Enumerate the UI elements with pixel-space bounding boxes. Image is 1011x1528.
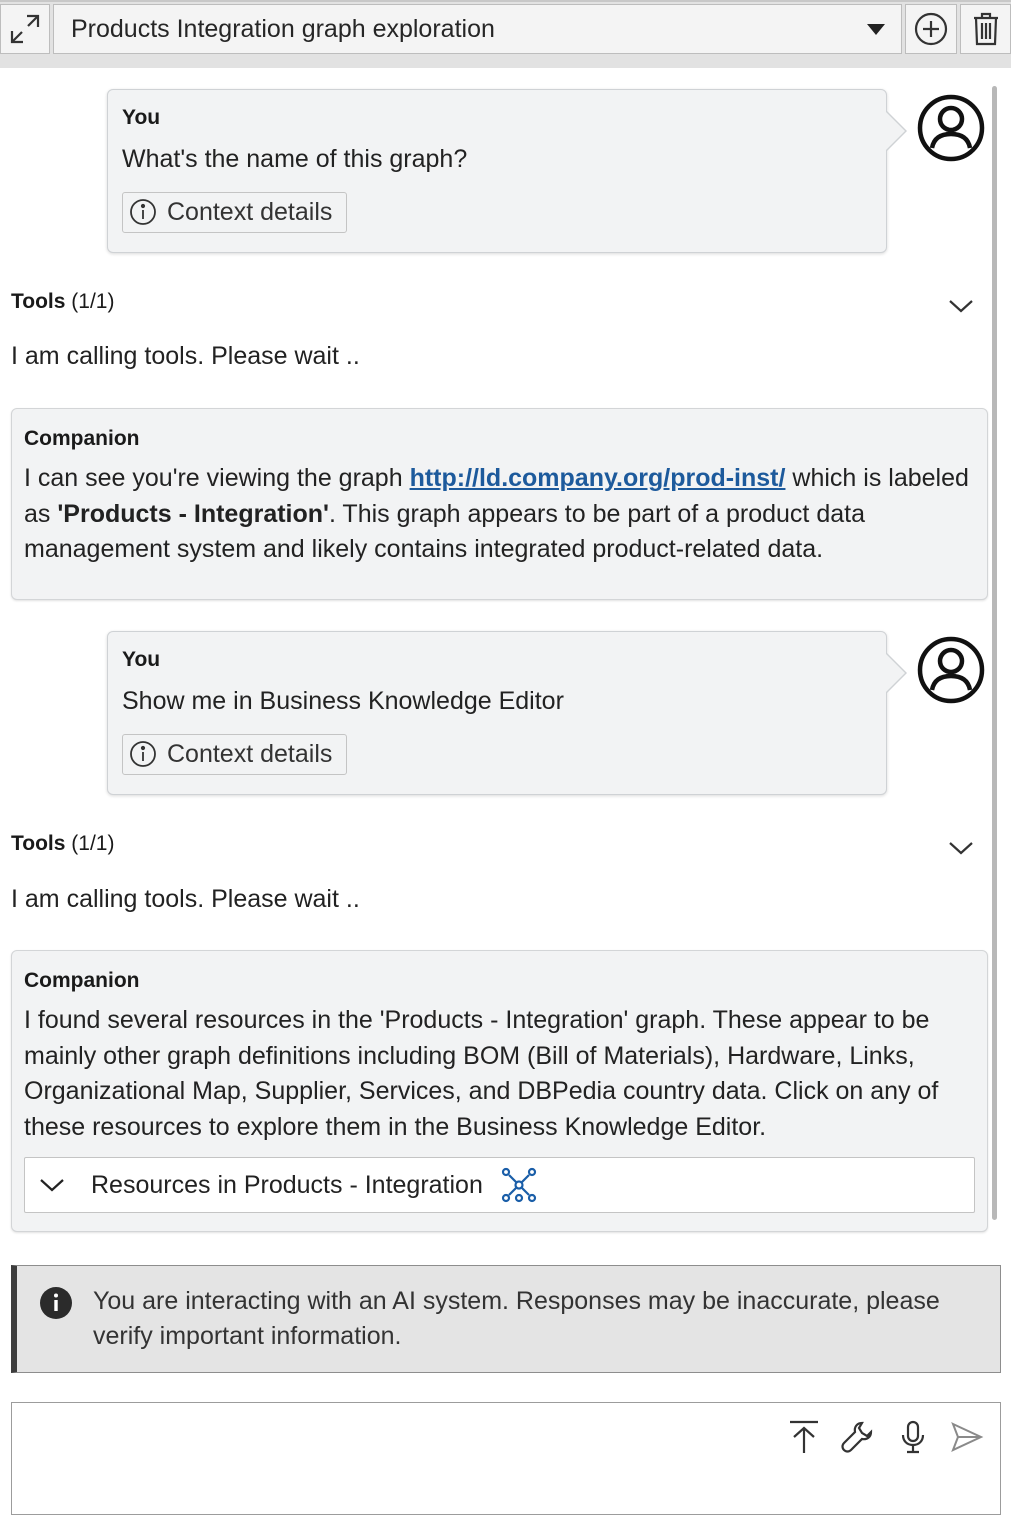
message-text: Show me in Business Knowledge Editor xyxy=(122,687,564,715)
message-text: I found several resources in the 'Products - Integration' graph. These appear to be mainly other graph definitions including BOM (Bill of Materials), Hardware, Links, Organizational Map, Supplier, Services, and DBPedia country data. Click on any of these resources to explore them in the Business Knowledge Editor. xyxy=(24,1006,939,1141)
tools-toggle[interactable] xyxy=(11,290,986,320)
resources-panel-toggle[interactable] xyxy=(24,1157,975,1213)
tools-label: Tools (1/1) xyxy=(11,832,115,855)
tools-button[interactable] xyxy=(838,1417,878,1457)
user-message xyxy=(107,89,887,253)
tools-status: I am calling tools. Please wait .. xyxy=(11,342,360,370)
new-conversation-button[interactable] xyxy=(905,4,957,54)
chevron-down-icon xyxy=(867,24,885,35)
conversation-title: Products Integration graph exploration xyxy=(71,14,495,43)
chevron-down-icon xyxy=(948,840,974,856)
message-author: You xyxy=(122,106,161,129)
message-author: You xyxy=(122,648,161,671)
info-filled-icon xyxy=(39,1286,73,1320)
message-text: What's the name of this graph? xyxy=(122,145,468,173)
delete-conversation-button[interactable] xyxy=(960,4,1011,54)
companion-message xyxy=(11,950,988,1232)
info-icon xyxy=(129,198,157,226)
trash-icon xyxy=(971,11,1001,47)
chevron-down-icon xyxy=(948,298,974,314)
notice-text: You are interacting with an AI system. Responses may be inaccurate, please verify important information. xyxy=(93,1287,940,1350)
expand-icon xyxy=(7,11,43,47)
chat-scrollbar[interactable] xyxy=(992,86,997,1220)
tools-status: I am calling tools. Please wait .. xyxy=(11,885,360,913)
context-details-label: Context details xyxy=(167,197,333,226)
context-details-button[interactable] xyxy=(122,192,347,233)
user-avatar-icon xyxy=(916,635,986,705)
upload-button[interactable] xyxy=(784,1417,824,1457)
message-text: I can see you're viewing the graph http://ld.company.org/prod-inst/ which is labeled as 'Products - Integration'. This graph appears to be part of a product data management system and likely contains integrated product-related data. xyxy=(24,464,969,563)
conversation-toolbar xyxy=(0,0,1011,68)
microphone-button[interactable] xyxy=(893,1417,933,1457)
tools-label: Tools (1/1) xyxy=(11,290,115,313)
graph-link[interactable]: http://ld.company.org/prod-inst/ xyxy=(409,464,786,492)
wrench-icon xyxy=(840,1419,876,1455)
resources-label: Resources in Products - Integration xyxy=(91,1170,483,1199)
info-icon xyxy=(129,740,157,768)
microphone-icon xyxy=(898,1419,928,1455)
user-avatar-icon xyxy=(916,93,986,163)
expand-button[interactable] xyxy=(0,4,50,54)
plus-circle-icon xyxy=(913,11,949,47)
ai-disclaimer-notice xyxy=(11,1265,1001,1373)
message-author: Companion xyxy=(24,969,140,992)
companion-message xyxy=(11,408,988,600)
message-input[interactable] xyxy=(11,1402,1001,1515)
graph-icon xyxy=(501,1167,537,1203)
upload-icon xyxy=(787,1419,821,1455)
send-button[interactable] xyxy=(947,1417,987,1457)
chevron-down-icon xyxy=(39,1177,65,1193)
user-message xyxy=(107,631,887,795)
context-details-button[interactable] xyxy=(122,734,347,775)
tools-toggle[interactable] xyxy=(11,832,986,862)
context-details-label: Context details xyxy=(167,739,333,768)
message-author: Companion xyxy=(24,427,140,450)
conversation-select[interactable] xyxy=(53,4,902,54)
send-icon xyxy=(950,1421,984,1453)
